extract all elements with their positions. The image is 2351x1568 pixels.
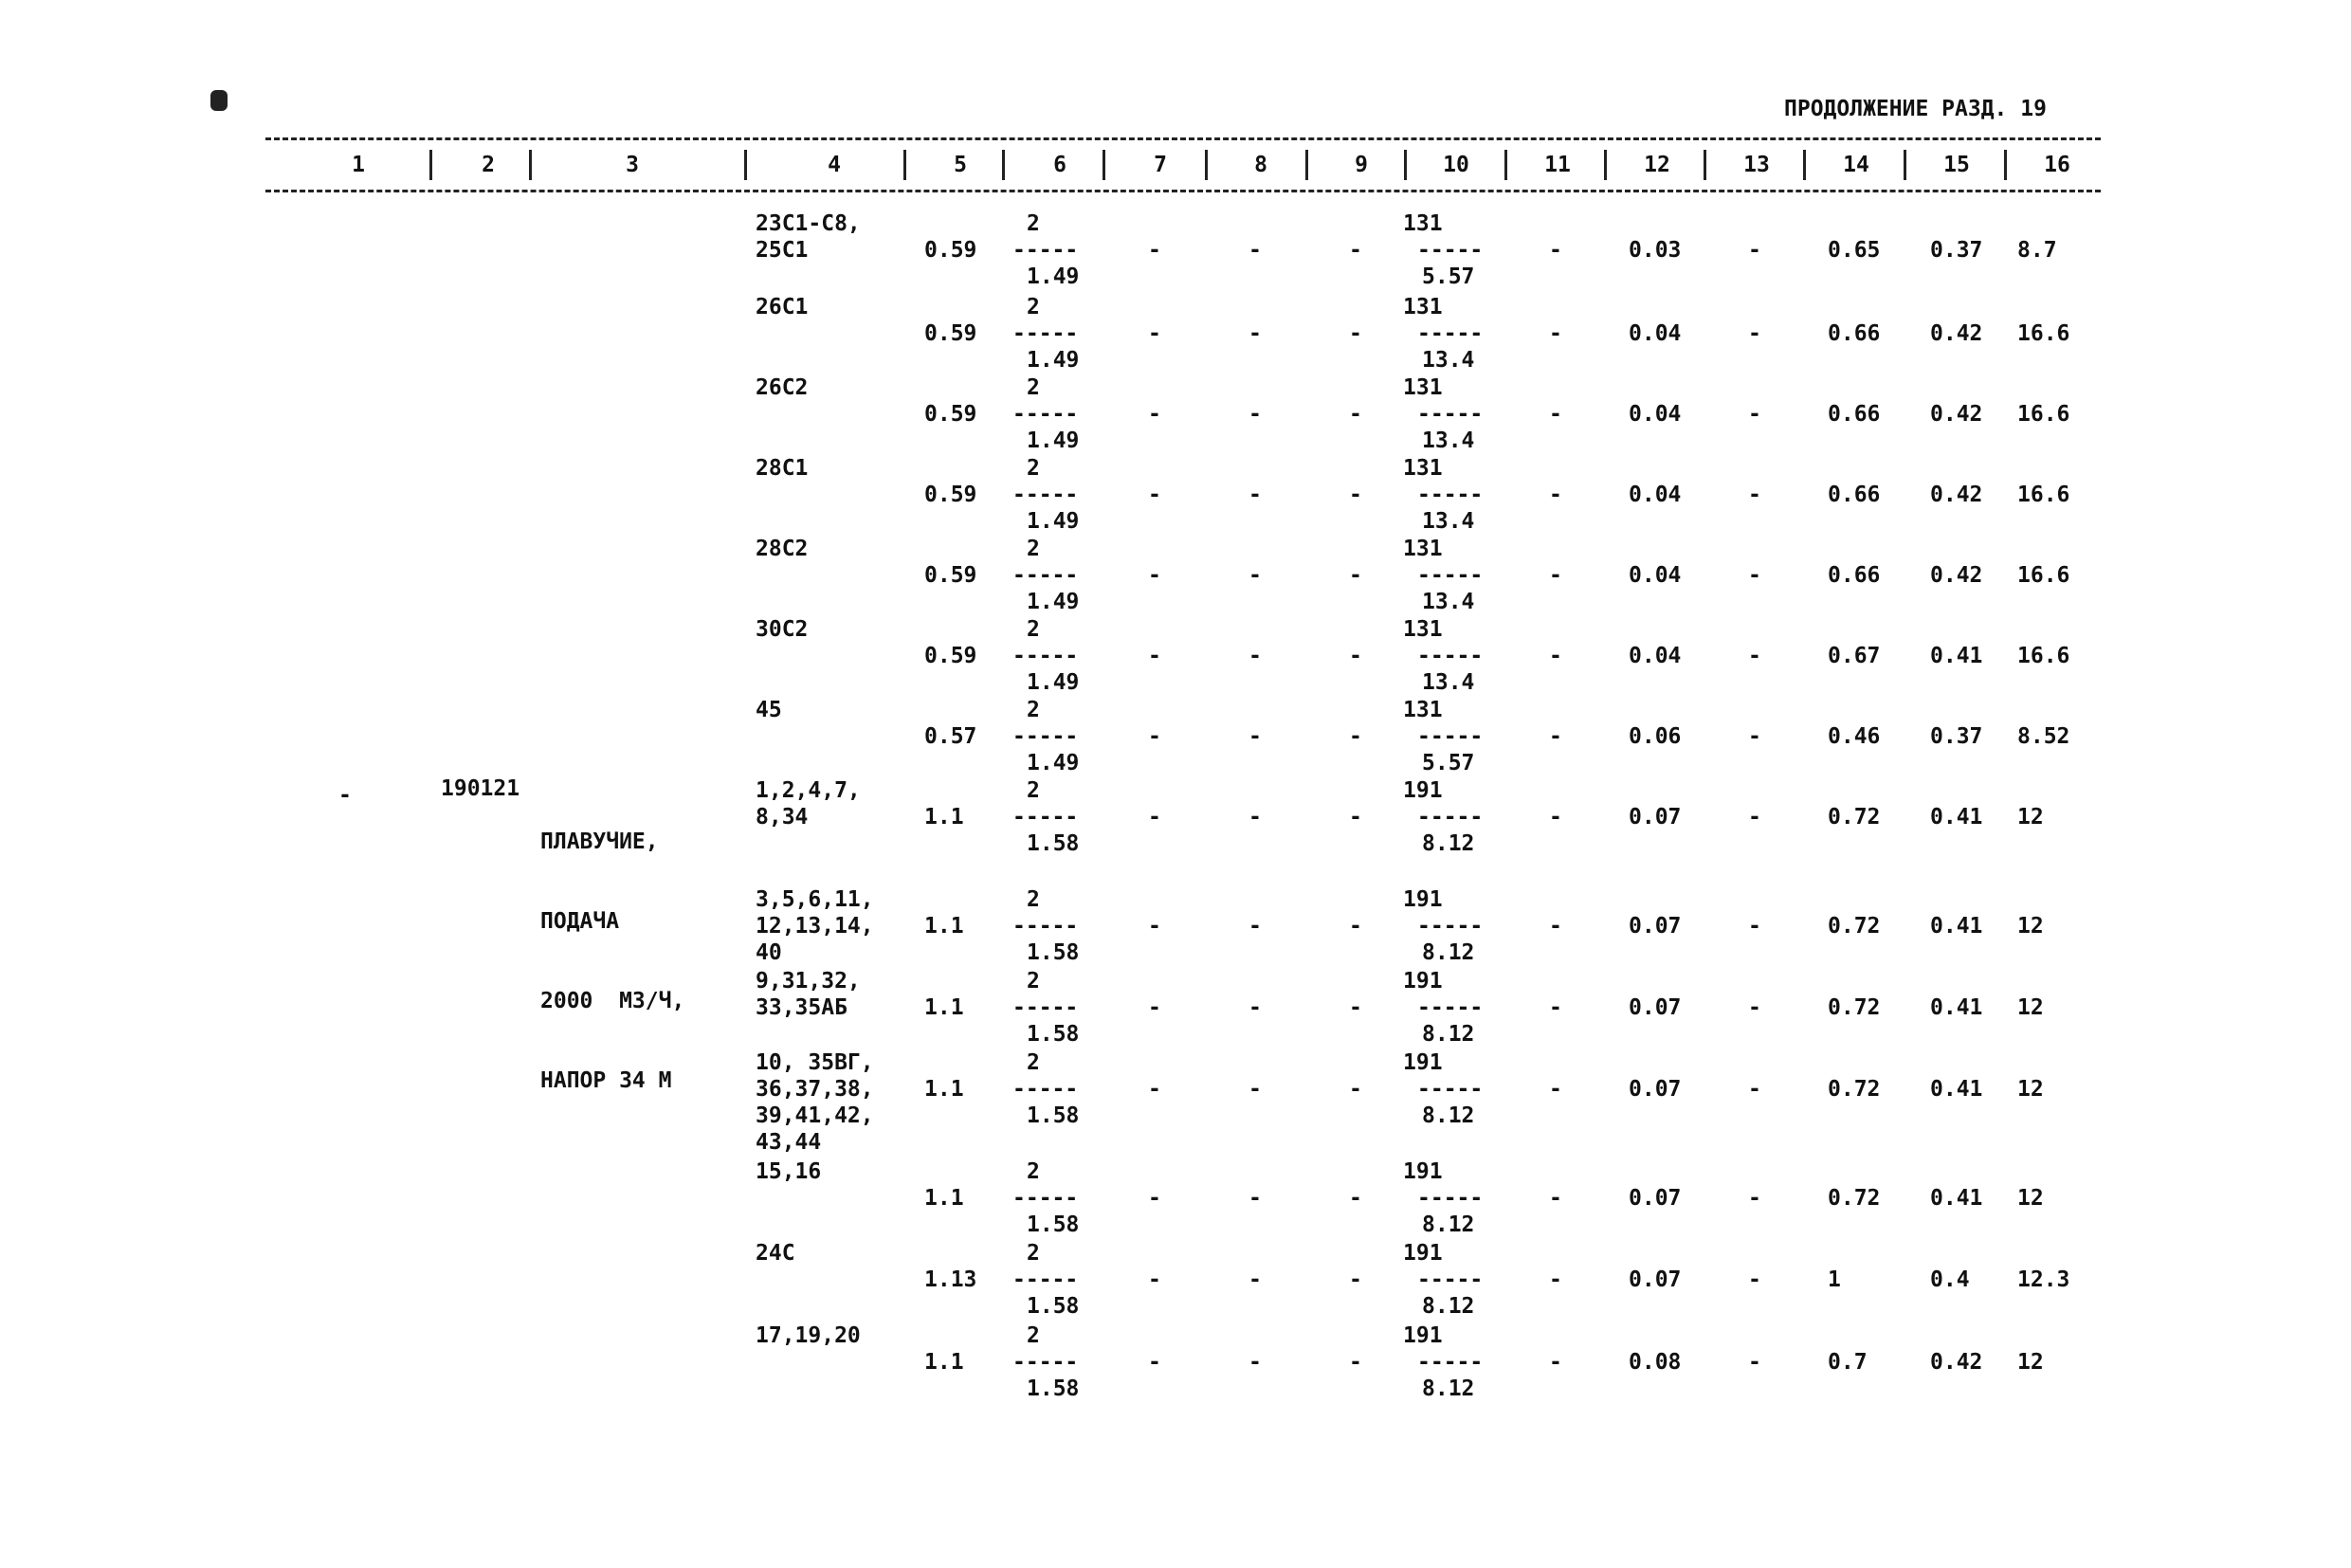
row-5-col13: - — [1748, 563, 1761, 588]
row-5-col15: 0.42 — [1930, 563, 1983, 588]
row-10-col6-numerator: 2 — [1027, 969, 1040, 994]
row-1-col8: - — [1248, 238, 1262, 263]
row-2-col5: 0.59 — [924, 321, 977, 346]
continuation-label: ПРОДОЛЖЕНИЕ РАЗД. 19 — [1784, 97, 2047, 121]
row-2-col9: - — [1349, 321, 1362, 346]
row-7-col9: - — [1349, 724, 1362, 749]
row-8-col16: 12 — [2017, 805, 2044, 830]
row-6-designation-line: 30С2 — [756, 617, 809, 642]
row-9-col6-fraction-bar: ----- — [1012, 914, 1079, 939]
row-2-col10-fraction-bar: ----- — [1417, 321, 1484, 346]
row-8-col12: 0.07 — [1629, 805, 1682, 830]
row-1-col10-denominator: 5.57 — [1422, 264, 1475, 289]
row-4-col6-fraction-bar: ----- — [1012, 483, 1079, 507]
row-1-col12: 0.03 — [1629, 238, 1682, 263]
row-8-designation-line: 8,34 — [756, 805, 809, 830]
row-12-col6-fraction-bar: ----- — [1012, 1186, 1079, 1211]
row-11-col12: 0.07 — [1629, 1077, 1682, 1102]
row-14-designation-line: 17,19,20 — [756, 1323, 861, 1348]
row-12-col6-numerator: 2 — [1027, 1159, 1040, 1184]
row-4-col9: - — [1349, 483, 1362, 507]
row-10-col8: - — [1248, 995, 1262, 1020]
row-4-col11: - — [1549, 483, 1562, 507]
row-12-col9: - — [1349, 1186, 1362, 1211]
row-2-col10-denominator: 13.4 — [1422, 348, 1475, 373]
row-5-col6-fraction-bar: ----- — [1012, 563, 1079, 588]
row-11-col10-denominator: 8.12 — [1422, 1103, 1475, 1128]
row-13-col7: - — [1148, 1267, 1161, 1292]
row-1-col6-denominator: 1.49 — [1027, 264, 1080, 289]
row-12-col5: 1.1 — [924, 1186, 964, 1211]
row-8-col6-denominator: 1.58 — [1027, 831, 1080, 856]
row-10-col12: 0.07 — [1629, 995, 1682, 1020]
row-2-designation-line: 26С1 — [756, 295, 809, 319]
row-12-col10-denominator: 8.12 — [1422, 1212, 1475, 1237]
row-14-col6-fraction-bar: ----- — [1012, 1350, 1079, 1375]
row-1-col10-fraction-bar: ----- — [1417, 238, 1484, 263]
row-7-col6-denominator: 1.49 — [1027, 751, 1080, 775]
row-4-col6-numerator: 2 — [1027, 456, 1040, 481]
row-12-col8: - — [1248, 1186, 1262, 1211]
row-5-col6-denominator: 1.49 — [1027, 590, 1080, 614]
row-13-col6-numerator: 2 — [1027, 1241, 1040, 1266]
row-1-col10-numerator: 131 — [1403, 211, 1443, 236]
row-13-col13: - — [1748, 1267, 1761, 1292]
row-10-col16: 12 — [2017, 995, 2044, 1020]
row-4-designation-line: 28С1 — [756, 456, 809, 481]
column-header-9: 9 — [1355, 153, 1368, 177]
row-4-col12: 0.04 — [1629, 483, 1682, 507]
row-8-col11: - — [1549, 805, 1562, 830]
row-11-col15: 0.41 — [1930, 1077, 1983, 1102]
row-5-col6-numerator: 2 — [1027, 537, 1040, 561]
row-6-col6-fraction-bar: ----- — [1012, 644, 1079, 668]
column-separator — [1404, 150, 1407, 180]
column-header-11: 11 — [1544, 153, 1571, 177]
row-6-col13: - — [1748, 644, 1761, 668]
header-top-rule — [265, 137, 2101, 140]
row-2-col7: - — [1148, 321, 1161, 346]
row-13-col10-fraction-bar: ----- — [1417, 1267, 1484, 1292]
group-col1-dash: - — [338, 783, 352, 808]
row-9-col10-denominator: 8.12 — [1422, 940, 1475, 965]
row-10-designation-line: 9,31,32, — [756, 969, 861, 994]
row-13-col11: - — [1549, 1267, 1562, 1292]
row-5-col10-fraction-bar: ----- — [1417, 563, 1484, 588]
row-3-col14: 0.66 — [1828, 402, 1881, 427]
row-9-col10-numerator: 191 — [1403, 887, 1443, 912]
row-10-col7: - — [1148, 995, 1161, 1020]
row-9-col10-fraction-bar: ----- — [1417, 914, 1484, 939]
row-12-col10-fraction-bar: ----- — [1417, 1186, 1484, 1211]
row-12-col14: 0.72 — [1828, 1186, 1881, 1211]
row-8-col6-fraction-bar: ----- — [1012, 805, 1079, 830]
row-6-col11: - — [1549, 644, 1562, 668]
row-4-col15: 0.42 — [1930, 483, 1983, 507]
row-2-col10-numerator: 131 — [1403, 295, 1443, 319]
row-1-col5: 0.59 — [924, 238, 977, 263]
row-3-col10-numerator: 131 — [1403, 375, 1443, 400]
row-11-col13: - — [1748, 1077, 1761, 1102]
row-7-col5: 0.57 — [924, 724, 977, 749]
column-header-4: 4 — [828, 153, 841, 177]
row-3-col16: 16.6 — [2017, 402, 2070, 427]
column-header-1: 1 — [352, 153, 365, 177]
row-14-col6-denominator: 1.58 — [1027, 1377, 1080, 1401]
row-10-col6-denominator: 1.58 — [1027, 1022, 1080, 1047]
row-5-col8: - — [1248, 563, 1262, 588]
column-separator — [529, 150, 532, 180]
row-14-col13: - — [1748, 1350, 1761, 1375]
row-11-col14: 0.72 — [1828, 1077, 1881, 1102]
row-9-col13: - — [1748, 914, 1761, 939]
row-13-col14: 1 — [1828, 1267, 1841, 1292]
row-6-col9: - — [1349, 644, 1362, 668]
row-7-col16: 8.52 — [2017, 724, 2070, 749]
column-separator — [903, 150, 906, 180]
row-3-col9: - — [1349, 402, 1362, 427]
row-1-col14: 0.65 — [1828, 238, 1881, 263]
row-1-col13: - — [1748, 238, 1761, 263]
row-5-col7: - — [1148, 563, 1161, 588]
column-header-6: 6 — [1053, 153, 1066, 177]
row-3-col7: - — [1148, 402, 1161, 427]
row-7-col6-numerator: 2 — [1027, 698, 1040, 722]
row-14-col6-numerator: 2 — [1027, 1323, 1040, 1348]
row-7-col12: 0.06 — [1629, 724, 1682, 749]
row-13-col5: 1.13 — [924, 1267, 977, 1292]
row-13-col10-numerator: 191 — [1403, 1241, 1443, 1266]
row-13-col15: 0.4 — [1930, 1267, 1970, 1292]
header-bottom-rule — [265, 190, 2101, 192]
row-4-col10-denominator: 13.4 — [1422, 509, 1475, 534]
row-10-col5: 1.1 — [924, 995, 964, 1020]
row-4-col16: 16.6 — [2017, 483, 2070, 507]
row-6-col6-numerator: 2 — [1027, 617, 1040, 642]
column-header-8: 8 — [1254, 153, 1267, 177]
row-11-col7: - — [1148, 1077, 1161, 1102]
row-9-col6-numerator: 2 — [1027, 887, 1040, 912]
column-header-15: 15 — [1943, 153, 1970, 177]
row-11-designation-line: 39,41,42, — [756, 1103, 874, 1128]
row-7-col15: 0.37 — [1930, 724, 1983, 749]
column-header-10: 10 — [1443, 153, 1469, 177]
row-6-col6-denominator: 1.49 — [1027, 670, 1080, 695]
row-11-col16: 12 — [2017, 1077, 2044, 1102]
row-5-designation-line: 28С2 — [756, 537, 809, 561]
row-2-col8: - — [1248, 321, 1262, 346]
column-separator — [1305, 150, 1308, 180]
row-14-col10-fraction-bar: ----- — [1417, 1350, 1484, 1375]
row-7-col7: - — [1148, 724, 1161, 749]
row-11-designation-line: 43,44 — [756, 1130, 822, 1155]
row-1-col7: - — [1148, 238, 1161, 263]
column-separator — [429, 150, 432, 180]
row-6-col8: - — [1248, 644, 1262, 668]
row-11-col10-fraction-bar: ----- — [1417, 1077, 1484, 1102]
row-2-col11: - — [1549, 321, 1562, 346]
row-2-col6-numerator: 2 — [1027, 295, 1040, 319]
column-header-7: 7 — [1154, 153, 1167, 177]
row-7-col6-fraction-bar: ----- — [1012, 724, 1079, 749]
row-12-designation-line: 15,16 — [756, 1159, 822, 1184]
row-13-col12: 0.07 — [1629, 1267, 1682, 1292]
row-3-col5: 0.59 — [924, 402, 977, 427]
column-separator — [1904, 150, 1906, 180]
row-7-col10-fraction-bar: ----- — [1417, 724, 1484, 749]
row-13-col9: - — [1349, 1267, 1362, 1292]
row-12-col16: 12 — [2017, 1186, 2044, 1211]
row-5-col10-numerator: 131 — [1403, 537, 1443, 561]
row-10-col10-numerator: 191 — [1403, 969, 1443, 994]
row-9-col5: 1.1 — [924, 914, 964, 939]
column-separator — [744, 150, 747, 180]
row-2-col14: 0.66 — [1828, 321, 1881, 346]
row-8-col15: 0.41 — [1930, 805, 1983, 830]
column-header-16: 16 — [2044, 153, 2070, 177]
group-name-line-1: ПЛАВУЧИЕ, — [540, 830, 659, 854]
row-10-col13: - — [1748, 995, 1761, 1020]
row-4-col6-denominator: 1.49 — [1027, 509, 1080, 534]
column-separator — [1002, 150, 1005, 180]
row-8-col14: 0.72 — [1828, 805, 1881, 830]
row-1-col16: 8.7 — [2017, 238, 2057, 263]
row-10-col14: 0.72 — [1828, 995, 1881, 1020]
row-7-col14: 0.46 — [1828, 724, 1881, 749]
row-7-col8: - — [1248, 724, 1262, 749]
row-2-col13: - — [1748, 321, 1761, 346]
row-14-col8: - — [1248, 1350, 1262, 1375]
row-7-col10-denominator: 5.57 — [1422, 751, 1475, 775]
row-8-col10-numerator: 191 — [1403, 778, 1443, 803]
row-5-col16: 16.6 — [2017, 563, 2070, 588]
page-corner-mark-icon — [210, 90, 228, 111]
column-separator — [2004, 150, 2007, 180]
row-1-col11: - — [1549, 238, 1562, 263]
row-4-col7: - — [1148, 483, 1161, 507]
row-14-col14: 0.7 — [1828, 1350, 1868, 1375]
row-4-col13: - — [1748, 483, 1761, 507]
row-1-col6-numerator: 2 — [1027, 211, 1040, 236]
row-6-col14: 0.67 — [1828, 644, 1881, 668]
row-3-col12: 0.04 — [1629, 402, 1682, 427]
row-14-col16: 12 — [2017, 1350, 2044, 1375]
row-1-col15: 0.37 — [1930, 238, 1983, 263]
row-5-col5: 0.59 — [924, 563, 977, 588]
row-1-designation-line: 23С1-С8, — [756, 211, 861, 236]
row-14-col10-numerator: 191 — [1403, 1323, 1443, 1348]
row-9-col16: 12 — [2017, 914, 2044, 939]
row-10-col9: - — [1349, 995, 1362, 1020]
column-separator — [1103, 150, 1105, 180]
row-5-col12: 0.04 — [1629, 563, 1682, 588]
row-6-col10-numerator: 131 — [1403, 617, 1443, 642]
row-5-col14: 0.66 — [1828, 563, 1881, 588]
row-3-col13: - — [1748, 402, 1761, 427]
row-1-col6-fraction-bar: ----- — [1012, 238, 1079, 263]
group-name — [540, 775, 684, 1121]
row-8-col13: - — [1748, 805, 1761, 830]
row-8-designation-line: 1,2,4,7, — [756, 778, 861, 803]
group-code: 190121 — [441, 776, 520, 801]
row-11-col6-fraction-bar: ----- — [1012, 1077, 1079, 1102]
row-7-designation-line: 45 — [756, 698, 782, 722]
row-4-col8: - — [1248, 483, 1262, 507]
row-12-col11: - — [1549, 1186, 1562, 1211]
column-header-12: 12 — [1644, 153, 1670, 177]
row-9-designation-line: 40 — [756, 940, 782, 965]
column-separator — [1604, 150, 1607, 180]
row-13-col6-fraction-bar: ----- — [1012, 1267, 1079, 1292]
row-12-col10-numerator: 191 — [1403, 1159, 1443, 1184]
column-separator — [1504, 150, 1507, 180]
row-9-col8: - — [1248, 914, 1262, 939]
row-11-designation-line: 10, 35ВГ, — [756, 1050, 874, 1075]
row-6-col5: 0.59 — [924, 644, 977, 668]
row-9-col15: 0.41 — [1930, 914, 1983, 939]
row-3-col6-numerator: 2 — [1027, 375, 1040, 400]
row-6-col12: 0.04 — [1629, 644, 1682, 668]
row-11-col8: - — [1248, 1077, 1262, 1102]
column-header-2: 2 — [482, 153, 495, 177]
row-3-col6-fraction-bar: ----- — [1012, 402, 1079, 427]
row-6-col7: - — [1148, 644, 1161, 668]
row-9-col11: - — [1549, 914, 1562, 939]
row-14-col11: - — [1549, 1350, 1562, 1375]
column-header-5: 5 — [954, 153, 967, 177]
group-name-line-3: 2000 М3/Ч, — [540, 989, 685, 1013]
column-header-14: 14 — [1843, 153, 1869, 177]
row-13-col8: - — [1248, 1267, 1262, 1292]
row-14-col9: - — [1349, 1350, 1362, 1375]
row-8-col10-denominator: 8.12 — [1422, 831, 1475, 856]
row-12-col7: - — [1148, 1186, 1161, 1211]
row-9-designation-line: 3,5,6,11, — [756, 887, 874, 912]
row-14-col15: 0.42 — [1930, 1350, 1983, 1375]
column-header-3: 3 — [626, 153, 639, 177]
row-4-col10-numerator: 131 — [1403, 456, 1443, 481]
row-5-col9: - — [1349, 563, 1362, 588]
row-3-col11: - — [1549, 402, 1562, 427]
row-4-col14: 0.66 — [1828, 483, 1881, 507]
row-11-col11: - — [1549, 1077, 1562, 1102]
column-separator — [1205, 150, 1208, 180]
column-separator — [1704, 150, 1706, 180]
row-3-col10-fraction-bar: ----- — [1417, 402, 1484, 427]
row-6-col15: 0.41 — [1930, 644, 1983, 668]
row-2-col16: 16.6 — [2017, 321, 2070, 346]
row-9-col14: 0.72 — [1828, 914, 1881, 939]
row-12-col12: 0.07 — [1629, 1186, 1682, 1211]
row-7-col11: - — [1549, 724, 1562, 749]
row-8-col5: 1.1 — [924, 805, 964, 830]
row-11-col10-numerator: 191 — [1403, 1050, 1443, 1075]
row-6-col10-fraction-bar: ----- — [1417, 644, 1484, 668]
column-header-13: 13 — [1743, 153, 1770, 177]
row-2-col6-denominator: 1.49 — [1027, 348, 1080, 373]
group-name-line-2: ПОДАЧА — [540, 909, 620, 934]
row-14-col7: - — [1148, 1350, 1161, 1375]
row-3-designation-line: 26С2 — [756, 375, 809, 400]
row-11-designation-line: 36,37,38, — [756, 1077, 874, 1102]
row-3-col10-denominator: 13.4 — [1422, 428, 1475, 453]
row-8-col7: - — [1148, 805, 1161, 830]
row-3-col6-denominator: 1.49 — [1027, 428, 1080, 453]
row-10-col6-fraction-bar: ----- — [1012, 995, 1079, 1020]
row-10-col10-denominator: 8.12 — [1422, 1022, 1475, 1047]
row-10-col15: 0.41 — [1930, 995, 1983, 1020]
row-13-col16: 12.3 — [2017, 1267, 2070, 1292]
row-2-col15: 0.42 — [1930, 321, 1983, 346]
row-2-col12: 0.04 — [1629, 321, 1682, 346]
row-4-col5: 0.59 — [924, 483, 977, 507]
row-7-col10-numerator: 131 — [1403, 698, 1443, 722]
row-14-col5: 1.1 — [924, 1350, 964, 1375]
row-8-col8: - — [1248, 805, 1262, 830]
row-13-designation-line: 24С — [756, 1241, 795, 1266]
row-9-designation-line: 12,13,14, — [756, 914, 874, 939]
row-10-col11: - — [1549, 995, 1562, 1020]
row-11-col9: - — [1349, 1077, 1362, 1102]
row-14-col10-denominator: 8.12 — [1422, 1377, 1475, 1401]
row-9-col7: - — [1148, 914, 1161, 939]
row-12-col15: 0.41 — [1930, 1186, 1983, 1211]
row-12-col6-denominator: 1.58 — [1027, 1212, 1080, 1237]
row-6-col16: 16.6 — [2017, 644, 2070, 668]
row-12-col13: - — [1748, 1186, 1761, 1211]
row-7-col13: - — [1748, 724, 1761, 749]
row-3-col8: - — [1248, 402, 1262, 427]
row-6-col10-denominator: 13.4 — [1422, 670, 1475, 695]
row-10-col10-fraction-bar: ----- — [1417, 995, 1484, 1020]
row-11-col6-numerator: 2 — [1027, 1050, 1040, 1075]
row-5-col10-denominator: 13.4 — [1422, 590, 1475, 614]
row-9-col6-denominator: 1.58 — [1027, 940, 1080, 965]
row-10-designation-line: 33,35АБ — [756, 995, 847, 1020]
row-11-col5: 1.1 — [924, 1077, 964, 1102]
row-8-col6-numerator: 2 — [1027, 778, 1040, 803]
row-14-col12: 0.08 — [1629, 1350, 1682, 1375]
row-13-col10-denominator: 8.12 — [1422, 1294, 1475, 1319]
column-separator — [1803, 150, 1806, 180]
row-13-col6-denominator: 1.58 — [1027, 1294, 1080, 1319]
row-3-col15: 0.42 — [1930, 402, 1983, 427]
row-8-col10-fraction-bar: ----- — [1417, 805, 1484, 830]
row-2-col6-fraction-bar: ----- — [1012, 321, 1079, 346]
row-8-col9: - — [1349, 805, 1362, 830]
row-4-col10-fraction-bar: ----- — [1417, 483, 1484, 507]
row-9-col9: - — [1349, 914, 1362, 939]
row-9-col12: 0.07 — [1629, 914, 1682, 939]
group-name-line-4: НАПОР 34 М — [540, 1068, 672, 1093]
row-11-col6-denominator: 1.58 — [1027, 1103, 1080, 1128]
row-1-col9: - — [1349, 238, 1362, 263]
row-5-col11: - — [1549, 563, 1562, 588]
row-1-designation-line: 25С1 — [756, 238, 809, 263]
